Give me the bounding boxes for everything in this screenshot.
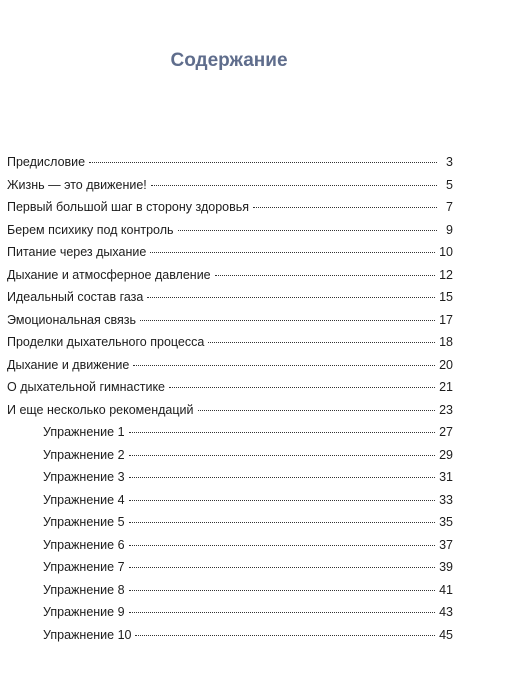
toc-subentry[interactable]	[7, 556, 453, 579]
dot-leader	[129, 522, 436, 523]
toc-entry-label: Дыхание и атмосферное давление	[7, 267, 211, 282]
toc-entry-label: Упражнение 9	[43, 605, 125, 619]
toc-entry[interactable]	[7, 151, 453, 174]
toc-subentry[interactable]	[7, 444, 453, 467]
toc-entry-label: Упражнение 8	[43, 582, 125, 597]
dot-leader	[253, 207, 437, 208]
toc-entry[interactable]	[7, 286, 453, 309]
dot-leader	[133, 365, 435, 366]
toc-entry-page-number: 37	[439, 537, 453, 552]
page-title: Содержание	[170, 50, 288, 71]
dot-leader	[129, 612, 436, 613]
toc-entry-page-number: 15	[439, 290, 453, 304]
dot-leader	[150, 252, 435, 253]
toc-entry-page-number: 5	[446, 177, 453, 192]
toc-entry[interactable]	[7, 399, 453, 422]
dot-leader	[215, 275, 435, 276]
toc-entry[interactable]	[7, 331, 453, 354]
toc-entry-label: Эмоциональная связь	[7, 312, 137, 327]
dot-leader	[129, 567, 436, 568]
toc-subentry[interactable]	[7, 579, 453, 602]
toc-entry-page-number: 27	[439, 425, 453, 439]
dot-leader	[135, 635, 435, 636]
toc-entry-label: Идеальный состав газа	[7, 290, 144, 304]
dot-leader	[129, 455, 436, 456]
toc-entry[interactable]	[7, 309, 453, 332]
toc-entry-label: Упражнение 3	[43, 470, 125, 484]
toc-entry[interactable]	[7, 376, 453, 399]
toc-entry-label: Жизнь — это движение!	[7, 177, 147, 192]
toc-subentry[interactable]	[7, 624, 453, 647]
dot-leader	[129, 590, 436, 591]
toc-entry-label: И еще несколько рекомендаций	[7, 402, 194, 417]
dot-leader	[178, 230, 437, 231]
toc-subentry[interactable]	[7, 601, 453, 624]
dot-leader	[129, 500, 436, 501]
toc-entry-label: О дыхательной гимнастике	[7, 380, 166, 394]
toc-entry[interactable]	[7, 196, 453, 219]
toc-subentry[interactable]	[7, 511, 453, 534]
dot-leader	[169, 387, 435, 388]
toc-entry[interactable]	[7, 174, 453, 197]
toc-entry-page-number: 23	[439, 402, 453, 417]
toc-entry-label: Берем психику под контроль	[7, 222, 174, 237]
toc-subentry[interactable]	[7, 489, 453, 512]
toc-subentry[interactable]	[7, 466, 453, 489]
toc-entry-label: Упражнение 2	[43, 447, 125, 462]
dot-leader	[89, 162, 437, 163]
toc-entry-label: Предисловие	[7, 155, 86, 169]
toc-entry-page-number: 12	[439, 267, 453, 282]
toc-entry-label: Упражнение 6	[43, 537, 125, 552]
dot-leader	[129, 545, 436, 546]
dot-leader	[208, 342, 435, 343]
toc-entry-page-number: 20	[439, 357, 453, 372]
toc-entry-label: Упражнение 10	[43, 627, 132, 642]
toc-entry-page-number: 9	[446, 222, 453, 237]
toc-entry-label: Питание через дыхание	[7, 245, 147, 259]
toc-entry-label: Дыхание и движение	[7, 357, 130, 372]
table-of-contents	[7, 151, 453, 646]
toc-entry-page-number: 31	[439, 470, 453, 484]
toc-entry-page-number: 7	[446, 200, 453, 214]
toc-entry-label: Упражнение 7	[43, 560, 125, 574]
toc-subentry[interactable]	[7, 534, 453, 557]
toc-entry-page-number: 29	[439, 447, 453, 462]
toc-entry[interactable]	[7, 354, 453, 377]
dot-leader	[140, 320, 435, 321]
toc-entry[interactable]	[7, 264, 453, 287]
toc-entry-page-number: 39	[439, 560, 453, 574]
toc-entry[interactable]	[7, 241, 453, 264]
toc-entry-page-number: 41	[439, 582, 453, 597]
toc-entry-page-number: 18	[439, 335, 453, 349]
toc-entry-label: Упражнение 1	[43, 425, 125, 439]
toc-entry-page-number: 43	[439, 605, 453, 619]
toc-entry-label: Упражнение 4	[43, 492, 125, 507]
dot-leader	[129, 432, 436, 433]
dot-leader	[198, 410, 436, 411]
toc-entry-page-number: 45	[439, 627, 453, 642]
toc-entry[interactable]	[7, 219, 453, 242]
dot-leader	[151, 185, 437, 186]
toc-entry-page-number: 33	[439, 492, 453, 507]
toc-entry-page-number: 21	[439, 380, 453, 394]
toc-entry-label: Первый большой шаг в сторону здоровья	[7, 200, 250, 214]
toc-entry-page-number: 35	[439, 515, 453, 529]
toc-entry-page-number: 3	[446, 155, 453, 169]
toc-entry-page-number: 17	[439, 312, 453, 327]
dot-leader	[129, 477, 436, 478]
toc-entry-label: Проделки дыхательного процесса	[7, 335, 205, 349]
toc-entry-label: Упражнение 5	[43, 515, 125, 529]
dot-leader	[147, 297, 435, 298]
toc-entry-page-number: 10	[439, 245, 453, 259]
toc-subentry[interactable]	[7, 421, 453, 444]
